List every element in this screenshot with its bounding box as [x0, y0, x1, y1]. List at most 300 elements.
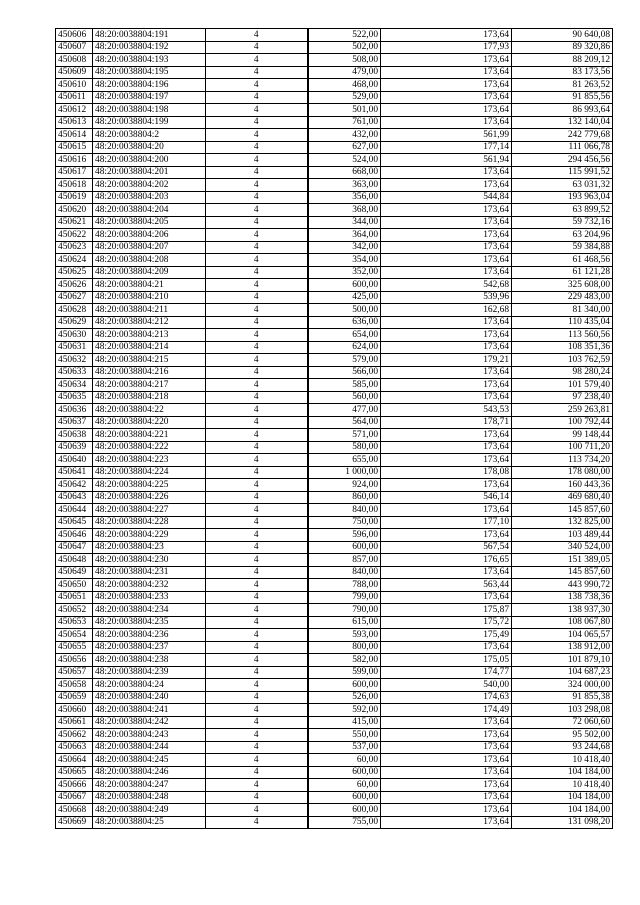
cadastral-number-cell: 48:20:0038804:200: [93, 154, 206, 167]
area-cell: 564,00: [308, 416, 381, 429]
area-cell: 363,00: [308, 179, 381, 192]
row-id-cell: 450651: [56, 591, 93, 604]
table-row: [56, 591, 613, 604]
table-row: [56, 616, 613, 629]
cadastral-number-cell: 48:20:0038804:229: [93, 529, 206, 542]
category-cell: 4: [206, 754, 308, 767]
specific-value-cell: 173,64: [381, 479, 512, 492]
table-row: [56, 566, 613, 579]
category-cell: 4: [206, 29, 308, 42]
table-body: [56, 29, 613, 829]
cadastral-number-cell: 48:20:0038804:198: [93, 104, 206, 117]
table-row: [56, 91, 613, 104]
table-row: [56, 804, 613, 817]
specific-value-cell: 175,87: [381, 604, 512, 617]
table-row: [56, 104, 613, 117]
cadastral-number-cell: 48:20:0038804:212: [93, 316, 206, 329]
cadastral-value-cell: 103 489,44: [512, 529, 613, 542]
specific-value-cell: 539,96: [381, 291, 512, 304]
table-row: [56, 116, 613, 129]
table-row: [56, 241, 613, 254]
cadastral-number-cell: 48:20:0038804:211: [93, 304, 206, 317]
cadastral-value-cell: 83 173,56: [512, 66, 613, 79]
specific-value-cell: 175,49: [381, 629, 512, 642]
category-cell: 4: [206, 804, 308, 817]
row-id-cell: 450614: [56, 129, 93, 142]
specific-value-cell: 178,08: [381, 466, 512, 479]
cadastral-value-cell: 108 067,80: [512, 616, 613, 629]
area-cell: 571,00: [308, 429, 381, 442]
cadastral-value-cell: 10 418,40: [512, 754, 613, 767]
category-cell: 4: [206, 41, 308, 54]
category-cell: 4: [206, 491, 308, 504]
cadastral-value-cell: 115 991,52: [512, 166, 613, 179]
table-row: [56, 291, 613, 304]
cadastral-value-cell: 104 184,00: [512, 791, 613, 804]
cadastral-value-cell: 63 204,96: [512, 229, 613, 242]
area-cell: 627,00: [308, 141, 381, 154]
area-cell: 636,00: [308, 316, 381, 329]
cadastral-value-cell: 61 468,56: [512, 254, 613, 267]
area-cell: 857,00: [308, 554, 381, 567]
row-id-cell: 450659: [56, 691, 93, 704]
category-cell: 4: [206, 529, 308, 542]
table-row: [56, 179, 613, 192]
row-id-cell: 450631: [56, 341, 93, 354]
cadastral-number-cell: 48:20:0038804:238: [93, 654, 206, 667]
cadastral-number-cell: 48:20:0038804:233: [93, 591, 206, 604]
row-id-cell: 450633: [56, 366, 93, 379]
table-row: [56, 679, 613, 692]
cadastral-number-cell: 48:20:0038804:240: [93, 691, 206, 704]
row-id-cell: 450623: [56, 241, 93, 254]
category-cell: 4: [206, 141, 308, 154]
category-cell: 4: [206, 766, 308, 779]
cadastral-number-cell: 48:20:0038804:249: [93, 804, 206, 817]
table-row: [56, 366, 613, 379]
cadastral-number-cell: 48:20:0038804:222: [93, 441, 206, 454]
cadastral-number-cell: 48:20:0038804:214: [93, 341, 206, 354]
table-row: [56, 416, 613, 429]
row-id-cell: 450645: [56, 516, 93, 529]
specific-value-cell: 173,64: [381, 254, 512, 267]
cadastral-number-cell: 48:20:0038804:246: [93, 766, 206, 779]
area-cell: 566,00: [308, 366, 381, 379]
cadastral-number-cell: 48:20:0038804:206: [93, 229, 206, 242]
cadastral-number-cell: 48:20:0038804:234: [93, 604, 206, 617]
category-cell: 4: [206, 179, 308, 192]
area-cell: 600,00: [308, 804, 381, 817]
area-cell: 840,00: [308, 504, 381, 517]
row-id-cell: 450663: [56, 741, 93, 754]
category-cell: 4: [206, 354, 308, 367]
category-cell: 4: [206, 466, 308, 479]
cadastral-value-cell: 100 711,20: [512, 441, 613, 454]
cadastral-value-cell: 103 298,08: [512, 704, 613, 717]
cadastral-number-cell: 48:20:0038804:231: [93, 566, 206, 579]
cadastral-number-cell: 48:20:0038804:241: [93, 704, 206, 717]
table-row: [56, 641, 613, 654]
cadastral-number-cell: 48:20:0038804:221: [93, 429, 206, 442]
category-cell: 4: [206, 279, 308, 292]
specific-value-cell: 174,63: [381, 691, 512, 704]
table-row: [56, 466, 613, 479]
row-id-cell: 450620: [56, 204, 93, 217]
cadastral-number-cell: 48:20:0038804:20: [93, 141, 206, 154]
cadastral-value-cell: 81 263,52: [512, 79, 613, 92]
area-cell: 761,00: [308, 116, 381, 129]
cadastral-number-cell: 48:20:0038804:22: [93, 404, 206, 417]
row-id-cell: 450634: [56, 379, 93, 392]
row-id-cell: 450661: [56, 716, 93, 729]
cadastral-value-cell: 111 066,78: [512, 141, 613, 154]
row-id-cell: 450618: [56, 179, 93, 192]
cadastral-number-cell: 48:20:0038804:201: [93, 166, 206, 179]
area-cell: 477,00: [308, 404, 381, 417]
category-cell: 4: [206, 54, 308, 67]
cadastral-value-cell: 104 687,23: [512, 666, 613, 679]
specific-value-cell: 177,10: [381, 516, 512, 529]
row-id-cell: 450619: [56, 191, 93, 204]
specific-value-cell: 567,54: [381, 541, 512, 554]
specific-value-cell: 173,64: [381, 779, 512, 792]
specific-value-cell: 173,64: [381, 91, 512, 104]
table-row: [56, 454, 613, 467]
specific-value-cell: 544,84: [381, 191, 512, 204]
table-row: [56, 216, 613, 229]
table-row: [56, 391, 613, 404]
category-cell: 4: [206, 416, 308, 429]
table-row: [56, 629, 613, 642]
cadastral-value-cell: 59 732,16: [512, 216, 613, 229]
cadastral-number-cell: 48:20:0038804:197: [93, 91, 206, 104]
table-row: [56, 29, 613, 42]
row-id-cell: 450637: [56, 416, 93, 429]
row-id-cell: 450640: [56, 454, 93, 467]
cadastral-value-cell: 63 899,52: [512, 204, 613, 217]
category-cell: 4: [206, 291, 308, 304]
cadastral-value-table: [55, 28, 613, 829]
category-cell: 4: [206, 654, 308, 667]
cadastral-number-cell: 48:20:0038804:191: [93, 29, 206, 42]
cadastral-number-cell: 48:20:0038804:2: [93, 129, 206, 142]
table-row: [56, 766, 613, 779]
cadastral-value-cell: 91 855,56: [512, 91, 613, 104]
row-id-cell: 450641: [56, 466, 93, 479]
specific-value-cell: 173,64: [381, 391, 512, 404]
specific-value-cell: 174,77: [381, 666, 512, 679]
specific-value-cell: 173,64: [381, 266, 512, 279]
table-row: [56, 791, 613, 804]
area-cell: 356,00: [308, 191, 381, 204]
specific-value-cell: 173,64: [381, 66, 512, 79]
cadastral-value-cell: 110 435,04: [512, 316, 613, 329]
row-id-cell: 450646: [56, 529, 93, 542]
table-row: [56, 729, 613, 742]
table-row: [56, 579, 613, 592]
row-id-cell: 450629: [56, 316, 93, 329]
cadastral-number-cell: 48:20:0038804:236: [93, 629, 206, 642]
specific-value-cell: 540,00: [381, 679, 512, 692]
cadastral-number-cell: 48:20:0038804:192: [93, 41, 206, 54]
cadastral-number-cell: 48:20:0038804:243: [93, 729, 206, 742]
specific-value-cell: 173,64: [381, 379, 512, 392]
cadastral-value-cell: 193 963,04: [512, 191, 613, 204]
area-cell: 580,00: [308, 441, 381, 454]
cadastral-number-cell: 48:20:0038804:205: [93, 216, 206, 229]
category-cell: 4: [206, 541, 308, 554]
area-cell: 425,00: [308, 291, 381, 304]
area-cell: 529,00: [308, 91, 381, 104]
area-cell: 800,00: [308, 641, 381, 654]
cadastral-value-cell: 229 483,00: [512, 291, 613, 304]
cadastral-number-cell: 48:20:0038804:237: [93, 641, 206, 654]
area-cell: 579,00: [308, 354, 381, 367]
specific-value-cell: 173,64: [381, 729, 512, 742]
specific-value-cell: 173,64: [381, 216, 512, 229]
cadastral-value-cell: 259 263,81: [512, 404, 613, 417]
cadastral-value-cell: 104 065,57: [512, 629, 613, 642]
category-cell: 4: [206, 704, 308, 717]
specific-value-cell: 543,53: [381, 404, 512, 417]
cadastral-number-cell: 48:20:0038804:220: [93, 416, 206, 429]
table-row: [56, 754, 613, 767]
table-row: [56, 41, 613, 54]
row-id-cell: 450627: [56, 291, 93, 304]
cadastral-value-cell: 242 779,68: [512, 129, 613, 142]
category-cell: 4: [206, 191, 308, 204]
area-cell: 344,00: [308, 216, 381, 229]
row-id-cell: 450644: [56, 504, 93, 517]
cadastral-value-cell: 340 524,00: [512, 541, 613, 554]
cadastral-value-cell: 61 121,28: [512, 266, 613, 279]
cadastral-number-cell: 48:20:0038804:235: [93, 616, 206, 629]
cadastral-value-cell: 63 031,32: [512, 179, 613, 192]
area-cell: 526,00: [308, 691, 381, 704]
table-row: [56, 691, 613, 704]
category-cell: 4: [206, 429, 308, 442]
cadastral-number-cell: 48:20:0038804:245: [93, 754, 206, 767]
category-cell: 4: [206, 554, 308, 567]
area-cell: 600,00: [308, 279, 381, 292]
row-id-cell: 450650: [56, 579, 93, 592]
table-row: [56, 79, 613, 92]
cadastral-number-cell: 48:20:0038804:193: [93, 54, 206, 67]
cadastral-value-cell: 88 209,12: [512, 54, 613, 67]
table-row: [56, 816, 613, 829]
cadastral-number-cell: 48:20:0038804:228: [93, 516, 206, 529]
category-cell: 4: [206, 691, 308, 704]
area-cell: 560,00: [308, 391, 381, 404]
row-id-cell: 450642: [56, 479, 93, 492]
specific-value-cell: 173,64: [381, 179, 512, 192]
category-cell: 4: [206, 79, 308, 92]
row-id-cell: 450653: [56, 616, 93, 629]
area-cell: 592,00: [308, 704, 381, 717]
table-row: [56, 604, 613, 617]
specific-value-cell: 174,49: [381, 704, 512, 717]
specific-value-cell: 173,64: [381, 591, 512, 604]
row-id-cell: 450665: [56, 766, 93, 779]
row-id-cell: 450654: [56, 629, 93, 642]
cadastral-number-cell: 48:20:0038804:226: [93, 491, 206, 504]
table-row: [56, 54, 613, 67]
specific-value-cell: 173,64: [381, 716, 512, 729]
cadastral-value-cell: 138 912,00: [512, 641, 613, 654]
cadastral-value-cell: 138 738,36: [512, 591, 613, 604]
row-id-cell: 450658: [56, 679, 93, 692]
cadastral-value-cell: 93 244,68: [512, 741, 613, 754]
specific-value-cell: 162,68: [381, 304, 512, 317]
category-cell: 4: [206, 666, 308, 679]
row-id-cell: 450616: [56, 154, 93, 167]
category-cell: 4: [206, 504, 308, 517]
category-cell: 4: [206, 304, 308, 317]
specific-value-cell: 177,93: [381, 41, 512, 54]
row-id-cell: 450635: [56, 391, 93, 404]
cadastral-value-cell: 132 140,04: [512, 116, 613, 129]
area-cell: 788,00: [308, 579, 381, 592]
specific-value-cell: 173,64: [381, 641, 512, 654]
area-cell: 924,00: [308, 479, 381, 492]
area-cell: 368,00: [308, 204, 381, 217]
category-cell: 4: [206, 341, 308, 354]
table-row: [56, 554, 613, 567]
table-row: [56, 479, 613, 492]
area-cell: 1 000,00: [308, 466, 381, 479]
row-id-cell: 450617: [56, 166, 93, 179]
cadastral-number-cell: 48:20:0038804:225: [93, 479, 206, 492]
row-id-cell: 450656: [56, 654, 93, 667]
area-cell: 502,00: [308, 41, 381, 54]
row-id-cell: 450666: [56, 779, 93, 792]
row-id-cell: 450652: [56, 604, 93, 617]
specific-value-cell: 561,99: [381, 129, 512, 142]
area-cell: 415,00: [308, 716, 381, 729]
specific-value-cell: 173,64: [381, 229, 512, 242]
cadastral-value-cell: 72 060,60: [512, 716, 613, 729]
cadastral-value-cell: 138 937,30: [512, 604, 613, 617]
row-id-cell: 450647: [56, 541, 93, 554]
category-cell: 4: [206, 204, 308, 217]
area-cell: 600,00: [308, 541, 381, 554]
specific-value-cell: 173,64: [381, 116, 512, 129]
specific-value-cell: 173,64: [381, 504, 512, 517]
area-cell: 537,00: [308, 741, 381, 754]
area-cell: 364,00: [308, 229, 381, 242]
cadastral-value-cell: 86 993,64: [512, 104, 613, 117]
area-cell: 596,00: [308, 529, 381, 542]
area-cell: 860,00: [308, 491, 381, 504]
specific-value-cell: 173,64: [381, 454, 512, 467]
cadastral-value-cell: 101 579,40: [512, 379, 613, 392]
category-cell: 4: [206, 366, 308, 379]
area-cell: 624,00: [308, 341, 381, 354]
cadastral-value-cell: 325 608,00: [512, 279, 613, 292]
row-id-cell: 450608: [56, 54, 93, 67]
specific-value-cell: 173,64: [381, 79, 512, 92]
specific-value-cell: 173,64: [381, 804, 512, 817]
table-row: [56, 204, 613, 217]
row-id-cell: 450625: [56, 266, 93, 279]
cadastral-number-cell: 48:20:0038804:210: [93, 291, 206, 304]
cadastral-value-cell: 98 280,24: [512, 366, 613, 379]
specific-value-cell: 173,64: [381, 529, 512, 542]
cadastral-value-cell: 108 351,36: [512, 341, 613, 354]
area-cell: 60,00: [308, 754, 381, 767]
specific-value-cell: 173,64: [381, 429, 512, 442]
table-row: [56, 254, 613, 267]
area-cell: 790,00: [308, 604, 381, 617]
cadastral-value-cell: 294 456,56: [512, 154, 613, 167]
table-row: [56, 491, 613, 504]
area-cell: 600,00: [308, 791, 381, 804]
cadastral-value-cell: 89 320,86: [512, 41, 613, 54]
table-row: [56, 141, 613, 154]
category-cell: 4: [206, 779, 308, 792]
table-row: [56, 779, 613, 792]
cadastral-value-cell: 97 238,40: [512, 391, 613, 404]
category-cell: 4: [206, 816, 308, 829]
table-row: [56, 741, 613, 754]
table-row: [56, 154, 613, 167]
specific-value-cell: 173,64: [381, 341, 512, 354]
specific-value-cell: 178,71: [381, 416, 512, 429]
row-id-cell: 450611: [56, 91, 93, 104]
specific-value-cell: 173,64: [381, 204, 512, 217]
area-cell: 522,00: [308, 29, 381, 42]
cadastral-number-cell: 48:20:0038804:218: [93, 391, 206, 404]
specific-value-cell: 176,65: [381, 554, 512, 567]
specific-value-cell: 546,14: [381, 491, 512, 504]
cadastral-number-cell: 48:20:0038804:209: [93, 266, 206, 279]
specific-value-cell: 173,64: [381, 329, 512, 342]
row-id-cell: 450609: [56, 66, 93, 79]
area-cell: 600,00: [308, 679, 381, 692]
cadastral-value-cell: 90 640,08: [512, 29, 613, 42]
specific-value-cell: 173,64: [381, 754, 512, 767]
category-cell: 4: [206, 579, 308, 592]
table-row: [56, 516, 613, 529]
cadastral-number-cell: 48:20:0038804:247: [93, 779, 206, 792]
table-row: [56, 229, 613, 242]
table-row: [56, 529, 613, 542]
row-id-cell: 450649: [56, 566, 93, 579]
area-cell: 615,00: [308, 616, 381, 629]
cadastral-number-cell: 48:20:0038804:213: [93, 329, 206, 342]
category-cell: 4: [206, 566, 308, 579]
cadastral-number-cell: 48:20:0038804:207: [93, 241, 206, 254]
cadastral-value-cell: 131 098,20: [512, 816, 613, 829]
category-cell: 4: [206, 229, 308, 242]
area-cell: 432,00: [308, 129, 381, 142]
cadastral-number-cell: 48:20:0038804:215: [93, 354, 206, 367]
cadastral-number-cell: 48:20:0038804:242: [93, 716, 206, 729]
row-id-cell: 450636: [56, 404, 93, 417]
category-cell: 4: [206, 629, 308, 642]
cadastral-number-cell: 48:20:0038804:199: [93, 116, 206, 129]
specific-value-cell: 173,64: [381, 104, 512, 117]
category-cell: 4: [206, 66, 308, 79]
cadastral-number-cell: 48:20:0038804:25: [93, 816, 206, 829]
table-row: [56, 716, 613, 729]
category-cell: 4: [206, 441, 308, 454]
row-id-cell: 450668: [56, 804, 93, 817]
cadastral-number-cell: 48:20:0038804:223: [93, 454, 206, 467]
specific-value-cell: 175,05: [381, 654, 512, 667]
category-cell: 4: [206, 741, 308, 754]
table-row: [56, 191, 613, 204]
